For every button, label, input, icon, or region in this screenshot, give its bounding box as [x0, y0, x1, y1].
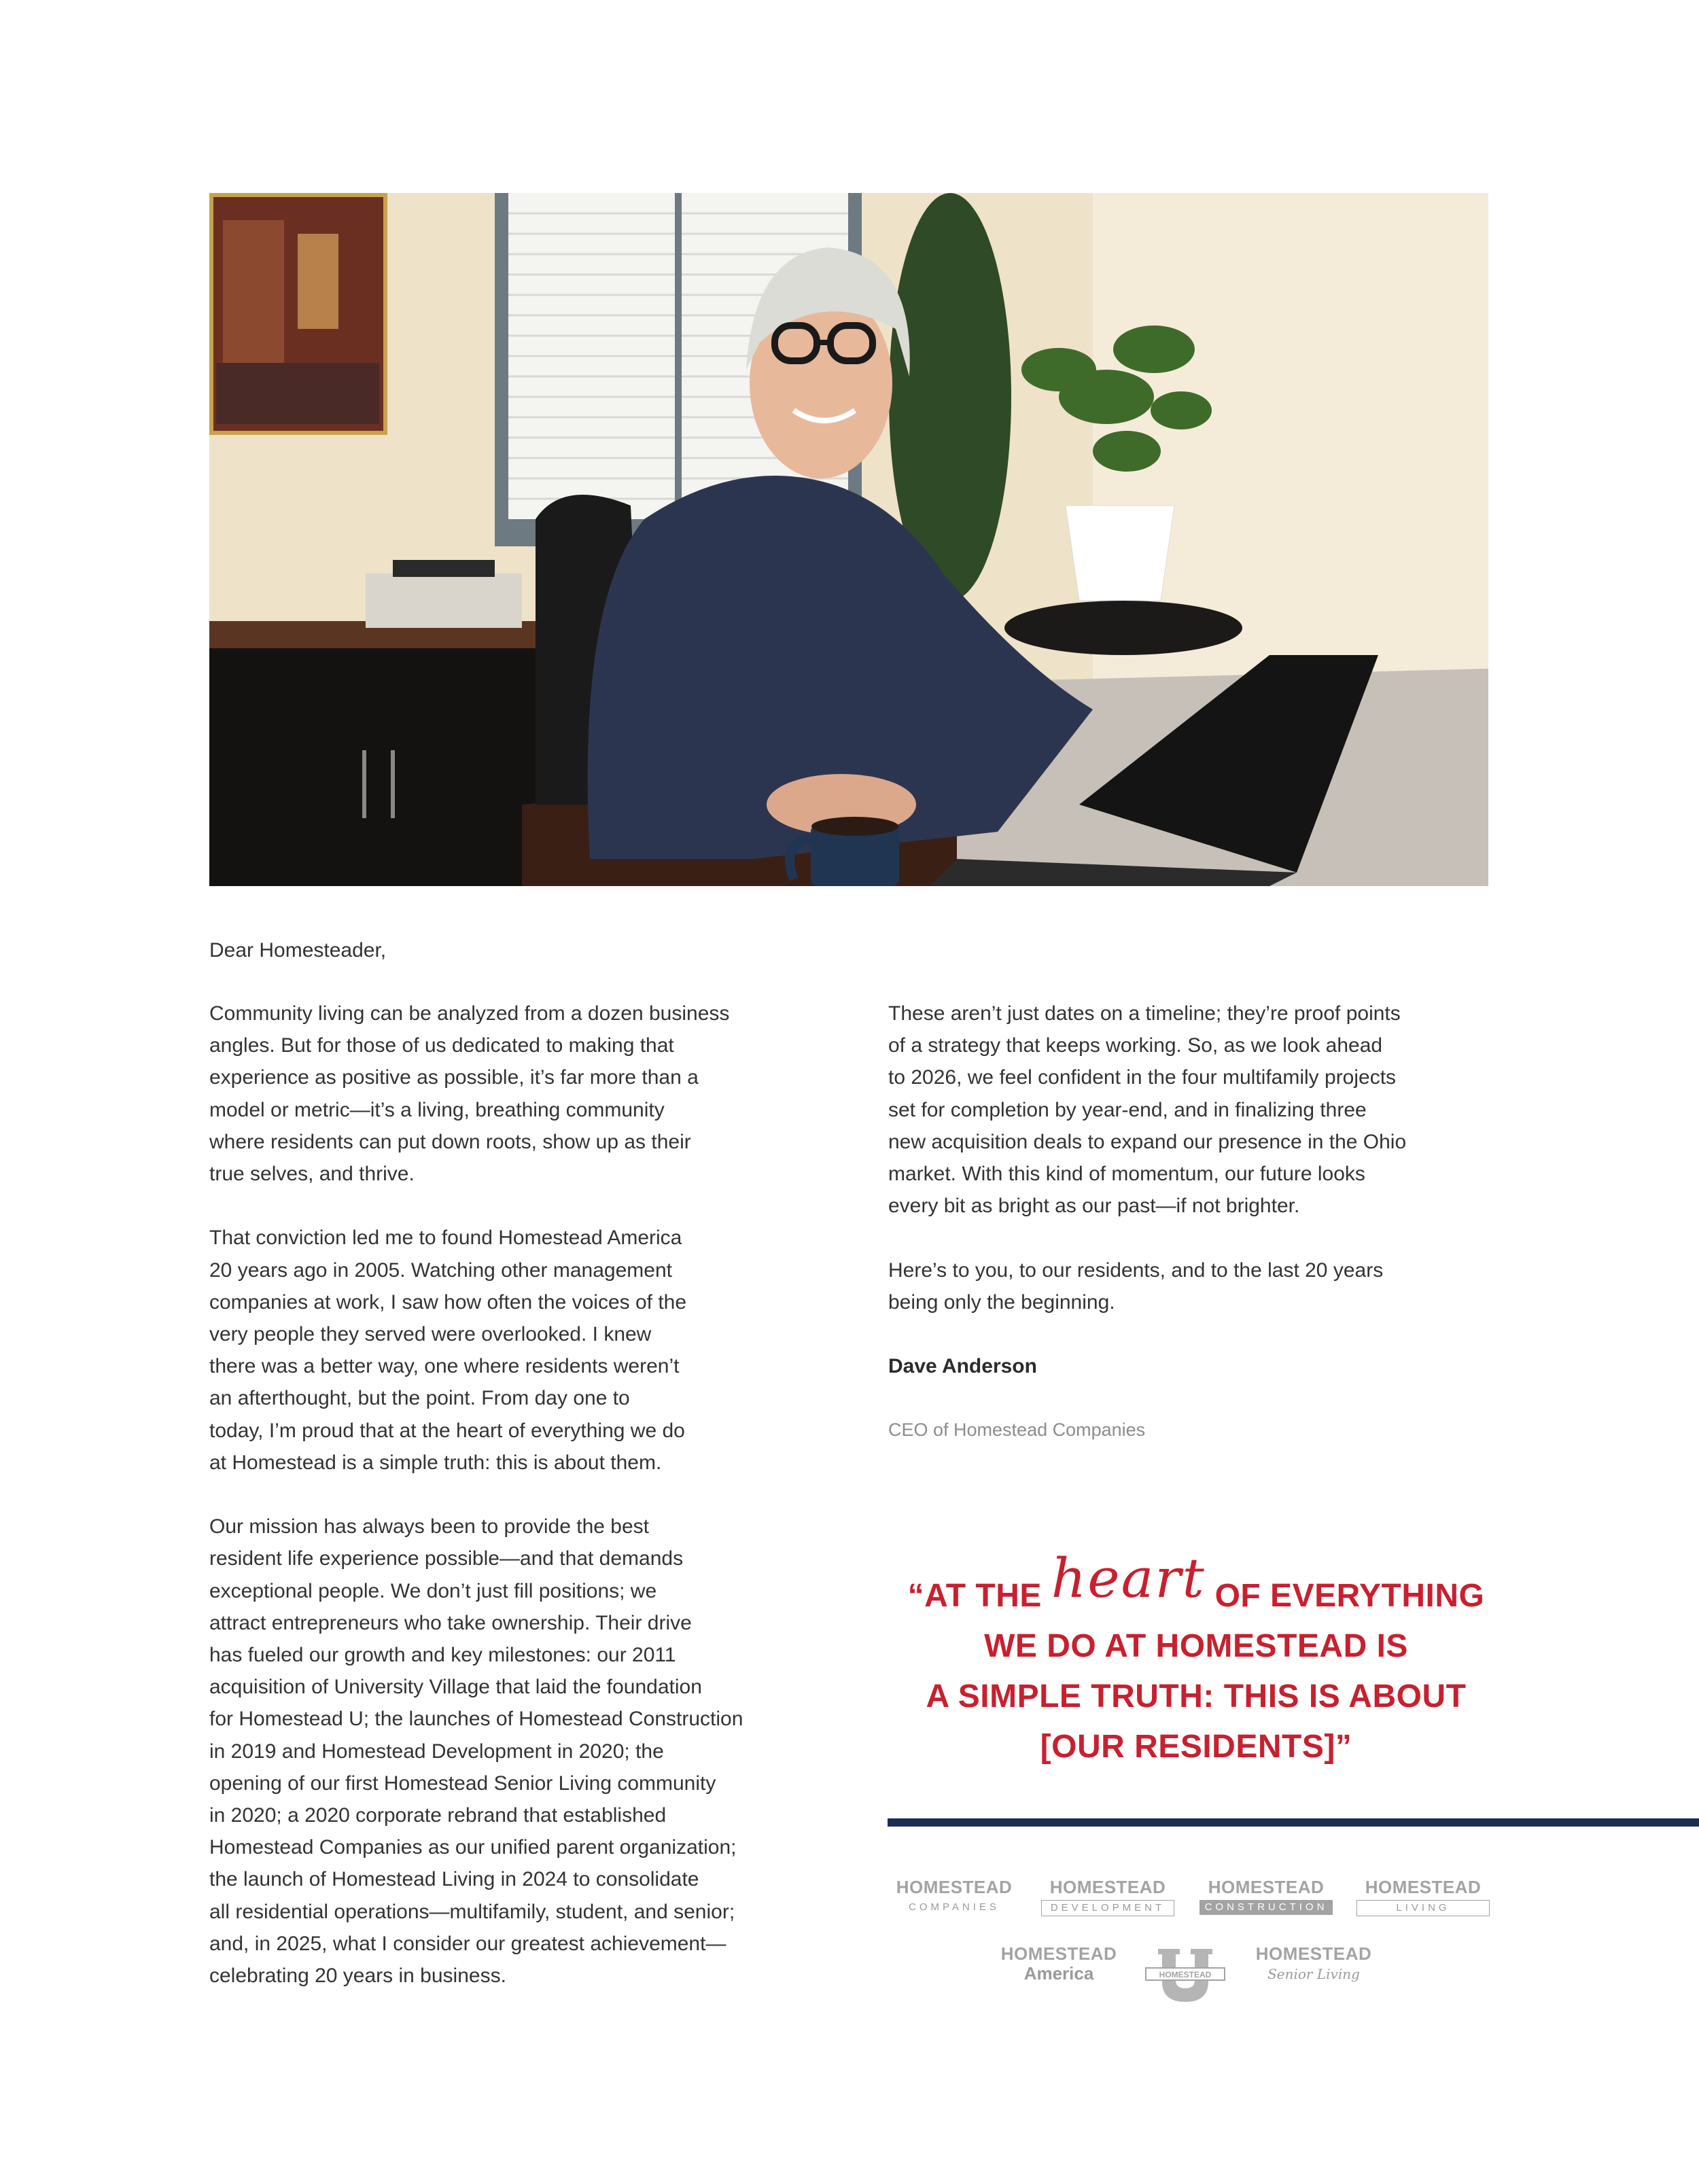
- logo-homestead-companies: HOMESTEAD COMPANIES: [896, 1877, 1013, 1913]
- book-stack: [366, 574, 522, 628]
- logo-homestead-construction: HOMESTEAD CONSTRUCTION: [1199, 1877, 1333, 1915]
- logo-homestead-living: HOMESTEAD LIVING: [1356, 1877, 1490, 1916]
- quote-script-word: heart: [1051, 1547, 1206, 1610]
- ceo-office-photo: [209, 193, 1488, 886]
- signature-block: [888, 1350, 1500, 1445]
- quote-pre: “AT THE: [907, 1578, 1042, 1614]
- plant-pot: [1066, 506, 1174, 601]
- logo-homestead-america: HOMESTEAD America: [1000, 1943, 1117, 1984]
- quote-post: OF EVERYTHING: [1214, 1578, 1485, 1614]
- letter-paragraph: That conviction led me to found Homestead America 20 years ago in 2005. Watching other management companies at work, I saw how often the voices of the very people they served were overlooked. I knew there was a better way, one where residents weren’t an afterthought, but the point. From day one to today, I’m proud that at the heart of everything we do at Homestead is a simple truth: this is about them.: [209, 1227, 687, 1474]
- svg-text:HOMESTEAD: HOMESTEAD: [1159, 1970, 1212, 1979]
- letter-paragraph: Our mission has always been to provide the best resident life experience possible—and that demands exceptional people. We don’t just fill positions; we attract entrepreneurs who take ownership. Their drive has fueled our growth and key milestones: our 2011 acquisition of University Village that laid the foundation for Homestead U; the launches of Homestead Construction in 2019 and Homestead Development in 2020; the opening of our first Homestead Senior Living community in 2020; a 2020 corporate rebrand that established Homestead Companies as our unified parent organization; the launch of Homestead Living in 2024 to consolidate all residential operations—multifamily, student, and senior; and, in 2025, what I consider our greatest achievement— celebrating 20 years in business.: [209, 1515, 743, 1988]
- logo-homestead-senior-living: HOMESTEAD Senior Living: [1255, 1943, 1372, 1982]
- quote-line-3: A SIMPLE TRUTH: THIS IS ABOUT: [926, 1678, 1467, 1714]
- logo-homestead-development: HOMESTEAD DEVELOPMENT: [1041, 1877, 1174, 1916]
- signature-name: Dave Anderson: [888, 1355, 1037, 1378]
- letter-paragraph: Community living can be analyzed from a dozen business angles. But for those of us dedicated to making that experience as positive as possible, it’s far more than a model or metric—it’s a living, breathing community where residents can put down roots, show up as their true selves, and thrive.: [209, 1002, 730, 1186]
- letter-left-column: [209, 998, 821, 2024]
- logo-homestead-u: [1144, 1948, 1226, 2003]
- navy-divider-rule: [888, 1818, 1699, 1827]
- office-photo-illustration: [209, 193, 1488, 886]
- quote-line-1: [856, 1547, 1536, 1621]
- letter-paragraph: Here’s to you, to our residents, and to the last 20 years being only the beginning.: [888, 1258, 1384, 1314]
- salutation: Dear Homesteader,: [209, 939, 387, 962]
- homestead-u-emblem-icon: [1144, 1948, 1226, 2003]
- pull-quote: [856, 1547, 1536, 1772]
- signature-title: CEO of Homestead Companies: [888, 1420, 1146, 1441]
- letter-paragraph: These aren’t just dates on a timeline; they’re proof points of a strategy that keeps working. So, as we look ahead to 2026, we feel confident in the four multifamily projects set for completion by year-end, and in finalizing three new acquisition deals to expand our presence in the Ohio market. With this kind of momentum, our future looks every bit as bright as our past—if not brighter.: [888, 1002, 1407, 1218]
- quote-line-2: WE DO AT HOMESTEAD IS: [984, 1628, 1408, 1664]
- letter-right-column: [888, 998, 1500, 1478]
- quote-line-4: [OUR RESIDENTS]”: [1040, 1729, 1352, 1765]
